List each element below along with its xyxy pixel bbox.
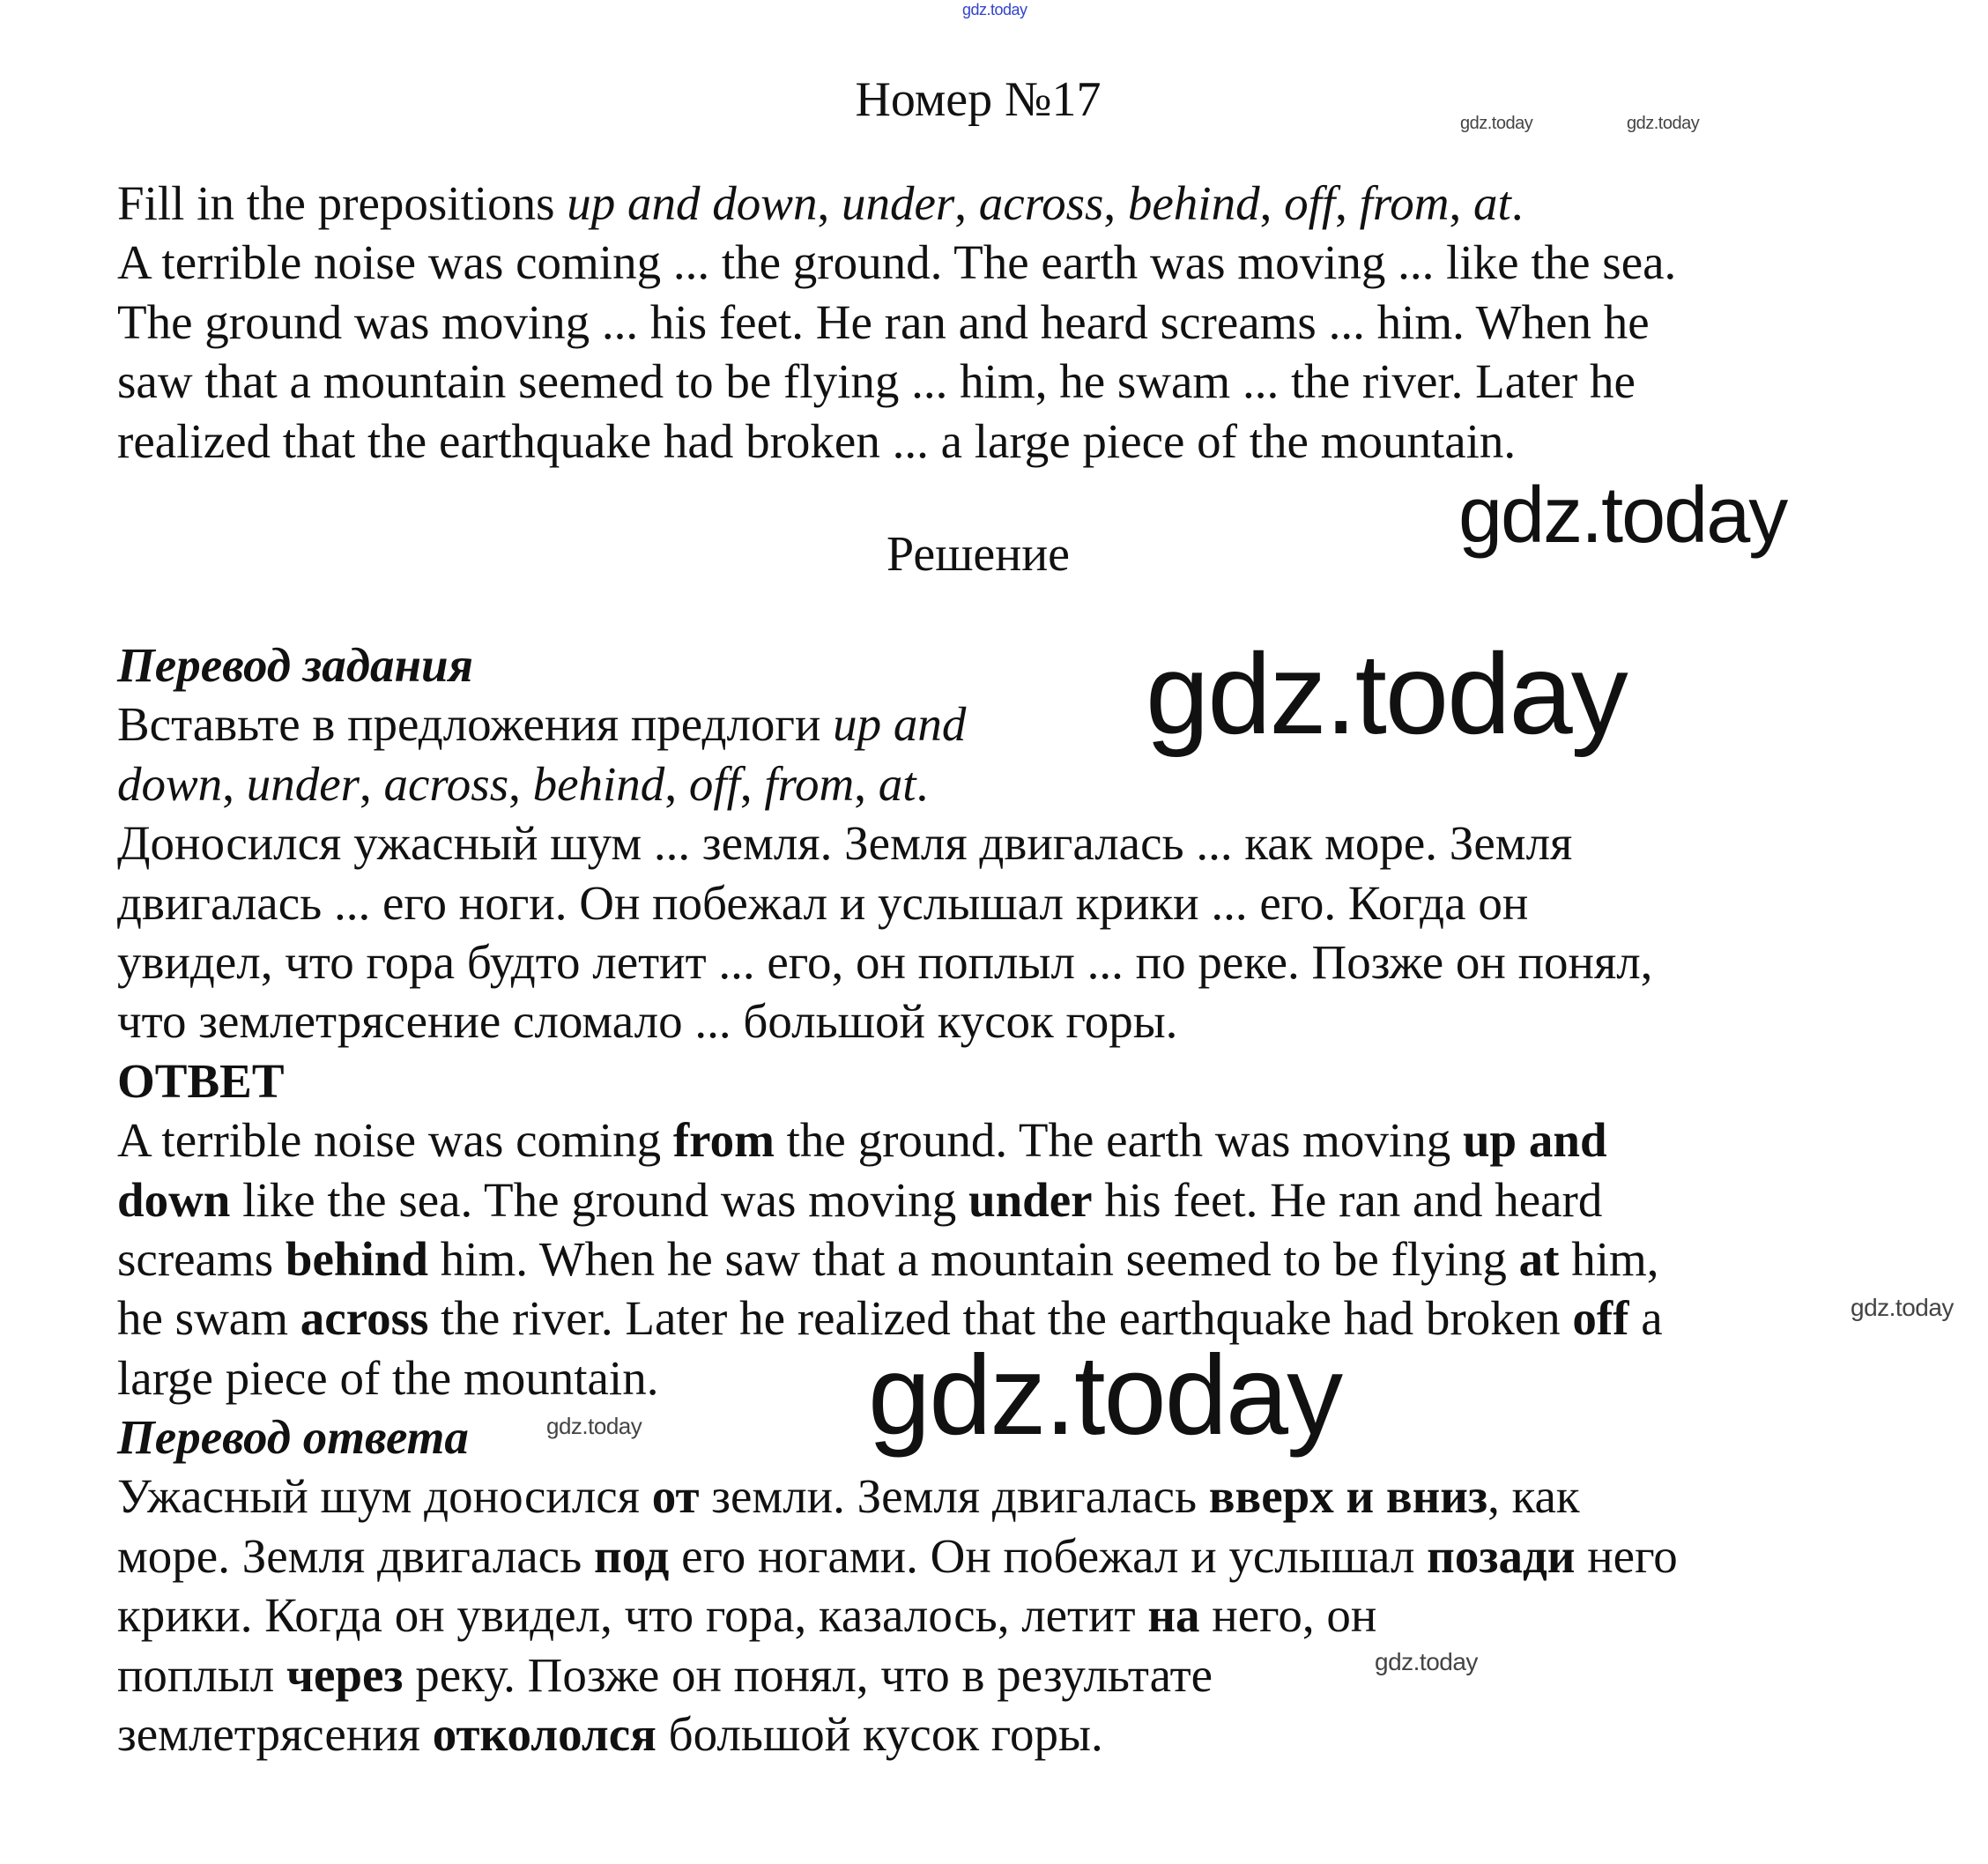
text-segment: Доносился ужасный шум ... земля. Земля двигалась ... как море. Земля [117,816,1573,871]
text-segment: Fill in the prepositions [117,176,567,230]
text-segment: , [508,756,533,811]
text-segment: землетрясения [117,1707,433,1762]
text-segment: двигалась ... его ноги. Он побежал и услышал крики ... его. Когда он [117,875,1529,930]
text-line [117,1051,285,1110]
section-heading: Перевод ответа [117,1410,469,1465]
task-text [117,174,1676,471]
italic-text: off [1284,176,1336,230]
text-line [117,1704,1103,1764]
text-line [117,233,1676,292]
bold-text: на [1147,1588,1200,1643]
italic-text: behind [532,756,665,811]
watermark-small: gdz.today [1375,1648,1478,1675]
bold-text: off [1572,1291,1629,1346]
text-segment: the river. Later he realized that the earthquake had broken [428,1291,1573,1346]
text-segment: large piece of the mountain. [117,1350,659,1405]
text-line [117,932,1652,991]
bold-text: down [117,1172,231,1227]
italic-text: behind [1127,176,1260,230]
watermark-small: gdz.today [1851,1294,1954,1321]
text-segment: him. When he saw that a mountain seemed to be flying [427,1231,1519,1286]
text-segment: его ногами. Он побежал и услышал [669,1528,1428,1583]
bold-text: up and [1462,1113,1607,1168]
text-line [117,293,1650,352]
text-segment: реку. Позже он понял, что в результате [403,1647,1213,1702]
text-segment: , [854,756,879,811]
italic-text: from [764,756,855,811]
section-heading: Перевод задания [117,638,473,692]
text-segment: realized that the earthquake had broken ... a large piece of the mountain. [117,413,1517,468]
text-line [117,754,928,813]
text-segment: A terrible noise was coming [117,1113,673,1168]
bold-text: вверх и вниз [1208,1469,1488,1524]
italic-text: under [246,756,360,811]
text-segment: Ужасный шум доносился [117,1469,652,1524]
italic-text: at [878,756,916,811]
text-segment: , [739,756,765,811]
page-title: Номер №17 [855,72,1102,127]
watermark-large: gdz.today [1146,629,1627,758]
bold-text: at [1518,1231,1560,1286]
text-segment: saw that a mountain seemed to be flying ... him, he swam ... the river. Later he [117,354,1636,409]
italic-text: from [1359,176,1450,230]
text-segment: a [1628,1291,1663,1346]
bold-text: behind [285,1231,428,1286]
text-segment: что землетрясение сломало ... большой кусок горы. [117,994,1178,1049]
text-line [117,1526,1678,1586]
text-segment: море. Земля двигалась [117,1528,594,1583]
text-segment: the ground. The earth was moving [774,1113,1463,1168]
text-segment: he swam [117,1291,300,1346]
text-segment: like the sea. The ground was moving [230,1172,968,1227]
text-segment: A terrible noise was coming ... the ground. The earth was moving ... like the sea. [117,235,1677,290]
text-segment: , [222,756,247,811]
text-line [117,1645,1213,1704]
italic-text: across [383,756,509,811]
bold-text: откололся [432,1707,656,1762]
text-segment: него, он [1199,1588,1377,1643]
text-line [117,1467,1580,1526]
text-segment: Вставьте в предложения предлоги [117,697,834,752]
bold-text: от [651,1469,700,1524]
bold-text: across [300,1291,429,1346]
italic-text: under [841,176,955,230]
text-line [117,174,1524,233]
bold-text: позади [1427,1528,1576,1583]
italic-text: up and down [567,176,818,230]
solution-heading: Решение [886,527,1071,582]
watermark-small: gdz.today [1627,114,1700,133]
text-segment: , [954,176,979,230]
text-line [117,352,1636,411]
text-segment: . [916,756,929,811]
text-line [117,991,1177,1051]
italic-text: at [1473,176,1511,230]
text-segment: . [1510,176,1524,230]
text-segment: The ground was moving ... his feet. He ran and heard screams ... him. When he [117,294,1650,349]
text-line [117,694,966,754]
italic-text: down [117,756,223,811]
text-segment: , [1103,176,1128,230]
italic-text: off [688,756,740,811]
text-line [117,1170,1602,1229]
text-line [117,1407,469,1467]
watermark-small: gdz.today [546,1413,642,1439]
text-line [117,412,1516,471]
text-segment: поплыл [117,1647,286,1702]
text-segment: , [360,756,384,811]
text-line [117,635,473,694]
text-segment: him, [1559,1231,1659,1286]
text-line [117,1229,1659,1288]
text-segment: большой кусок горы. [656,1707,1103,1762]
watermark-small: gdz.today [1460,114,1533,133]
text-line [117,1348,658,1407]
text-segment: , [817,176,842,230]
watermark-top: gdz.today [962,1,1027,19]
text-segment: , [1449,176,1474,230]
text-segment: , как [1487,1469,1580,1524]
text-line [117,1110,1607,1170]
watermark-large: gdz.today [1458,472,1787,560]
text-segment: his feet. He ran and heard [1092,1172,1603,1227]
watermark-large: gdz.today [868,1333,1342,1459]
bold-text: под [593,1528,670,1583]
text-segment: земли. Земля двигалась [699,1469,1209,1524]
text-line [117,1586,1376,1645]
text-segment: screams [117,1231,286,1286]
text-segment: него [1575,1528,1678,1583]
bold-text: under [968,1172,1093,1227]
text-line [117,873,1528,932]
text-segment: , [1335,176,1360,230]
text-segment: крики. Когда он увидел, что гора, казалось, летит [117,1588,1148,1643]
text-line [117,813,1572,873]
text-segment: , [664,756,689,811]
text-segment: увидел, что гора будто летит ... его, он поплыл ... по реке. Позже он понял, [117,934,1653,989]
italic-text: across [978,176,1104,230]
bold-text: через [286,1647,404,1702]
bold-text: from [672,1113,775,1168]
text-segment: , [1259,176,1285,230]
bold-text: ОТВЕТ [117,1053,285,1108]
italic-text: up and [833,697,967,752]
solution-text [117,629,1678,1764]
